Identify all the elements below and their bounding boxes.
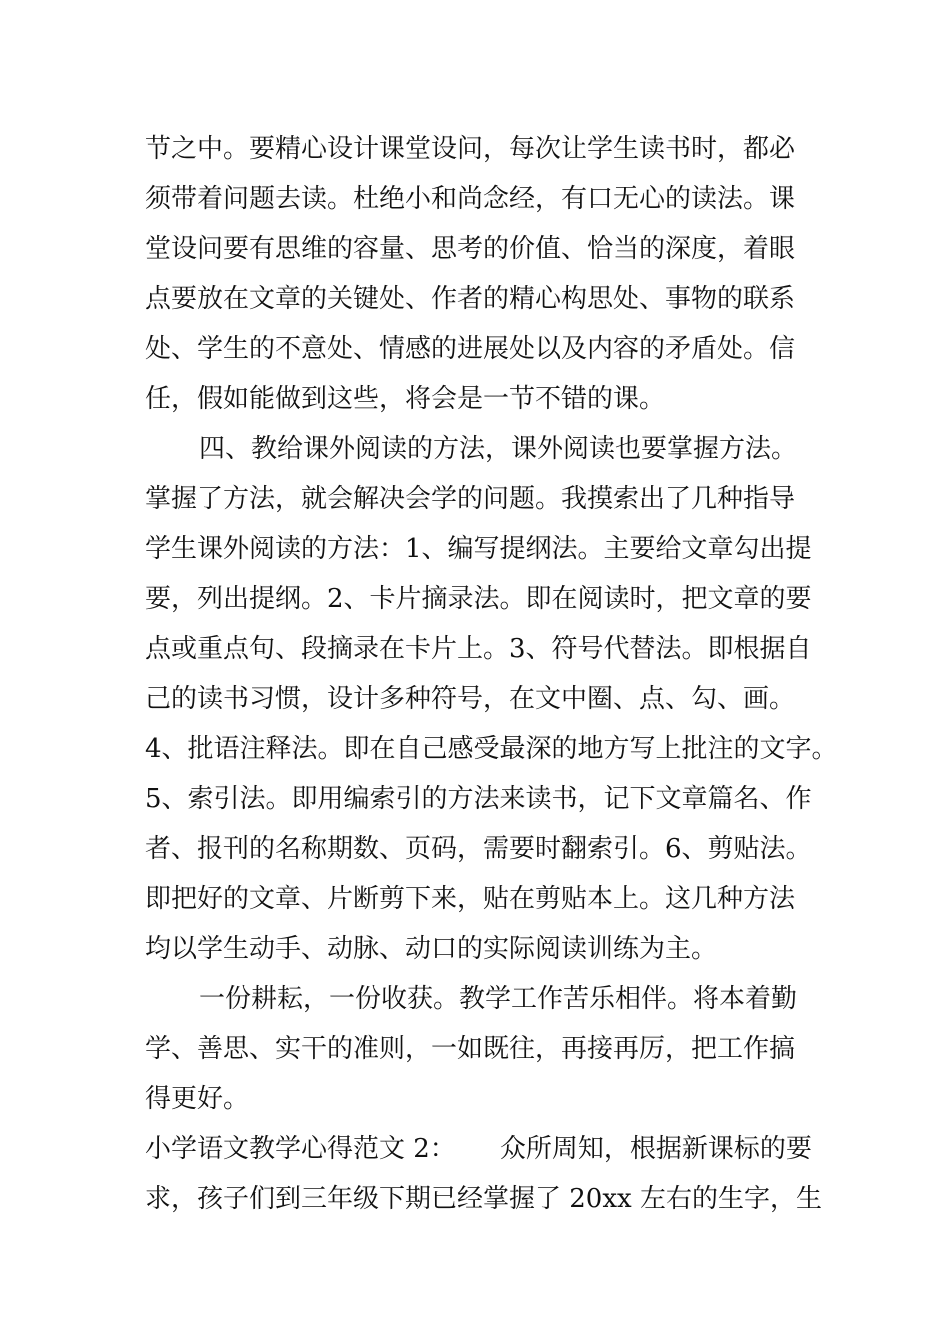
text-line: 学、善思、实干的准则，一如既往，再接再厉，把工作搞 bbox=[145, 1034, 796, 1064]
section-first-text: 众所周知，根据新课标的要 bbox=[499, 1134, 812, 1164]
text-line: 须带着问题去读。杜绝小和尚念经，有口无心的读法。课 bbox=[145, 184, 796, 214]
section-2 bbox=[145, 1124, 935, 1224]
text-line: 节之中。要精心设计课堂设问，每次让学生读书时，都必 bbox=[145, 134, 796, 164]
document-body bbox=[145, 124, 935, 1224]
text-line: 5、索引法。即用编索引的方法来读书，记下文章篇名、作 bbox=[145, 784, 812, 814]
text-line: 四、教给课外阅读的方法，课外阅读也要掌握方法。 bbox=[199, 434, 798, 464]
paragraph-3 bbox=[145, 974, 935, 1124]
text-line: 学生课外阅读的方法：1、编写提纲法。主要给文章勾出提 bbox=[145, 534, 812, 564]
paragraph-2 bbox=[145, 424, 935, 974]
text-line: 任，假如能做到这些，将会是一节不错的课。 bbox=[145, 384, 666, 414]
text-line: 者、报刊的名称期数、页码，需要时翻索引。6、剪贴法。 bbox=[145, 834, 812, 864]
text-line: 均以学生动手、动脉、动口的实际阅读训练为主。 bbox=[145, 934, 718, 964]
text-line: 处、学生的不意处、情感的进展处以及内容的矛盾处。信 bbox=[145, 334, 796, 364]
text-line: 堂设问要有思维的容量、思考的价值、恰当的深度，着眼 bbox=[145, 234, 796, 264]
text-line: 4、批语注释法。即在自己感受最深的地方写上批注的文字。 bbox=[145, 734, 838, 764]
text-line: 得更好。 bbox=[145, 1084, 250, 1114]
paragraph-1 bbox=[145, 124, 935, 424]
text-line: 点或重点句、段摘录在卡片上。3、符号代替法。即根据自 bbox=[145, 634, 812, 664]
text-line: 要，列出提纲。2、卡片摘录法。即在阅读时，把文章的要 bbox=[145, 584, 812, 614]
text-line: 求，孩子们到三年级下期已经掌握了 20xx 左右的生字，生 bbox=[145, 1184, 822, 1214]
section-heading-line bbox=[145, 1124, 935, 1174]
text-line: 一份耕耘，一份收获。教学工作苦乐相伴。将本着勤 bbox=[199, 984, 798, 1014]
section-title: 小学语文教学心得范文 2： bbox=[145, 1134, 456, 1164]
text-line: 点要放在文章的关键处、作者的精心构思处、事物的联系 bbox=[145, 284, 796, 314]
text-line: 即把好的文章、片断剪下来，贴在剪贴本上。这几种方法 bbox=[145, 884, 796, 914]
text-line: 己的读书习惯，设计多种符号，在文中圈、点、勾、画。 bbox=[145, 684, 796, 714]
text-line: 掌握了方法，就会解决会学的问题。我摸索出了几种指导 bbox=[145, 484, 796, 514]
